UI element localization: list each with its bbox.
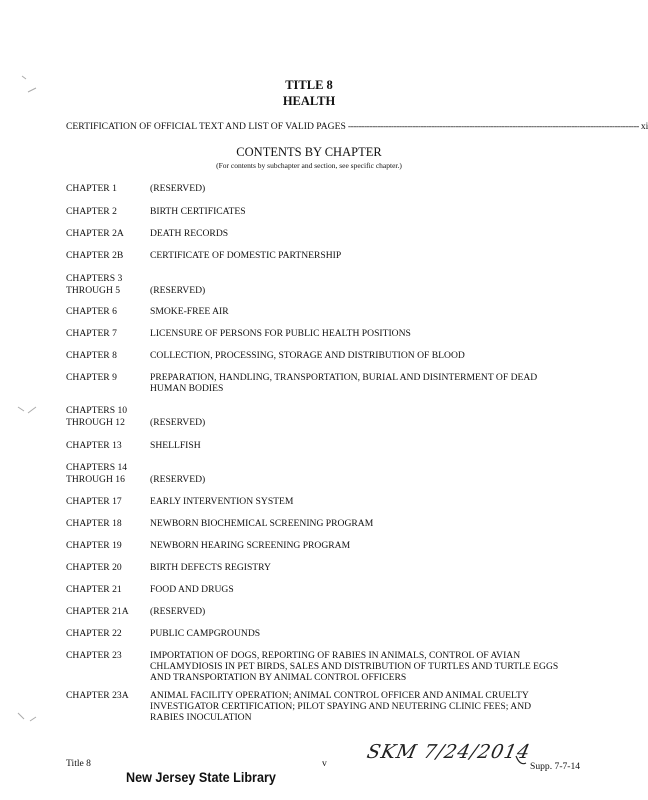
footer-page-number: v: [322, 758, 327, 769]
chapter-title: SMOKE-FREE AIR: [150, 306, 229, 317]
chapter-number: CHAPTER 2: [66, 206, 117, 217]
chapter-title: BIRTH CERTIFICATES: [150, 206, 246, 217]
chapter-title: PREPARATION, HANDLING, TRANSPORTATION, BURIAL AND DISINTERMENT OF DEAD HUMAN BODIES: [150, 372, 538, 394]
contents-note: (For contents by subchapter and section, see specific chapter.): [216, 161, 402, 170]
chapter-title: CERTIFICATE OF DOMESTIC PARTNERSHIP: [150, 250, 342, 261]
chapter-title: FOOD AND DRUGS: [150, 584, 234, 595]
chapter-title: IMPORTATION OF DOGS, REPORTING OF RABIES IN ANIMALS, CONTROL OF AVIAN CHLAMYDIOSIS IN PET BIRDS, SALES AND DISTRIBUTION OF TURTLES AND TURTLE EGGS AND TRANSPORTATION BY ANIMAL CONTROL OFFICERS: [150, 650, 559, 683]
chapter-title: ANIMAL FACILITY OPERATION; ANIMAL CONTROL OFFICER AND ANIMAL CRUELTY INVESTIGATOR CERTIFICATION; PILOT SPAYING AND NEUTERING CLINIC FEES; AND RABIES INOCULATION: [150, 690, 532, 723]
chapter-number: CHAPTER 23A: [66, 690, 129, 701]
chapter-number: CHAPTER 21: [66, 584, 122, 595]
margin-mark: [14, 395, 44, 430]
chapter-number-range-end: THROUGH 16: [66, 474, 125, 485]
leader-dashes: ------------------------------------------------------------------------------------------------------------: [347, 121, 639, 132]
chapter-number: CHAPTER 2A: [66, 228, 124, 239]
certification-line: [66, 121, 648, 132]
chapter-number: CHAPTER 13: [66, 440, 122, 451]
chapter-title: BIRTH DEFECTS REGISTRY: [150, 562, 271, 573]
scan-artifact-icon: [14, 705, 44, 735]
chapter-title: NEWBORN BIOCHEMICAL SCREENING PROGRAM: [150, 518, 374, 529]
chapter-title: COLLECTION, PROCESSING, STORAGE AND DISTRIBUTION OF BLOOD: [150, 350, 465, 361]
chapter-number: CHAPTER 17: [66, 496, 122, 507]
chapter-title: (RESERVED): [150, 606, 206, 617]
chapter-title: EARLY INTERVENTION SYSTEM: [150, 496, 294, 507]
chapter-title: (RESERVED): [150, 183, 206, 194]
chapter-number: CHAPTER 21A: [66, 606, 129, 617]
chapter-title: DEATH RECORDS: [150, 228, 229, 239]
library-stamp: New Jersey State Library: [126, 769, 276, 785]
chapter-number: CHAPTER 23: [66, 650, 122, 661]
chapter-number: CHAPTER 22: [66, 628, 122, 639]
certification-page: xi: [640, 121, 648, 132]
chapter-number: CHAPTER 1: [66, 183, 117, 194]
chapter-number: CHAPTER 6: [66, 306, 117, 317]
signature-drawing: [364, 730, 538, 772]
footer-left: Title 8: [66, 758, 91, 769]
chapter-title: (RESERVED): [150, 285, 206, 296]
chapter-number-range-end: THROUGH 12: [66, 417, 125, 428]
chapter-number: CHAPTER 9: [66, 372, 117, 383]
scan-artifact-icon: [14, 70, 44, 100]
margin-mark: [14, 70, 44, 105]
title-line-1: TITLE 8: [285, 78, 333, 92]
chapter-number: CHAPTERS 3: [66, 273, 123, 284]
chapter-number: CHAPTER 2B: [66, 250, 124, 261]
chapter-title: SHELLFISH: [150, 440, 201, 451]
chapter-title: LICENSURE OF PERSONS FOR PUBLIC HEALTH POSITIONS: [150, 328, 411, 339]
chapter-title: (RESERVED): [150, 417, 206, 428]
chapter-number: CHAPTER 19: [66, 540, 122, 551]
chapter-number-range-end: THROUGH 5: [66, 285, 121, 296]
chapter-number: CHAPTERS 14: [66, 462, 128, 473]
chapter-number: CHAPTER 18: [66, 518, 122, 529]
chapter-number: CHAPTER 8: [66, 350, 117, 361]
chapter-number: CHAPTER 7: [66, 328, 117, 339]
svg-text:SKM 7/24/2014: SKM 7/24/2014: [364, 740, 533, 763]
chapter-number: CHAPTER 20: [66, 562, 122, 573]
chapter-title: (RESERVED): [150, 474, 206, 485]
scan-artifact-icon: [14, 395, 44, 425]
chapter-title: NEWBORN HEARING SCREENING PROGRAM: [150, 540, 351, 551]
handwritten-signature: [364, 730, 538, 777]
contents-heading: CONTENTS BY CHAPTER: [236, 145, 382, 159]
margin-mark: [14, 705, 44, 740]
title-line-2: HEALTH: [282, 94, 336, 108]
footer-supplement: Supp. 7-7-14: [530, 761, 581, 772]
chapter-title: PUBLIC CAMPGROUNDS: [150, 628, 261, 639]
certification-text: CERTIFICATION OF OFFICIAL TEXT AND LIST OF VALID PAGES: [66, 121, 346, 132]
chapter-number: CHAPTERS 10: [66, 405, 128, 416]
